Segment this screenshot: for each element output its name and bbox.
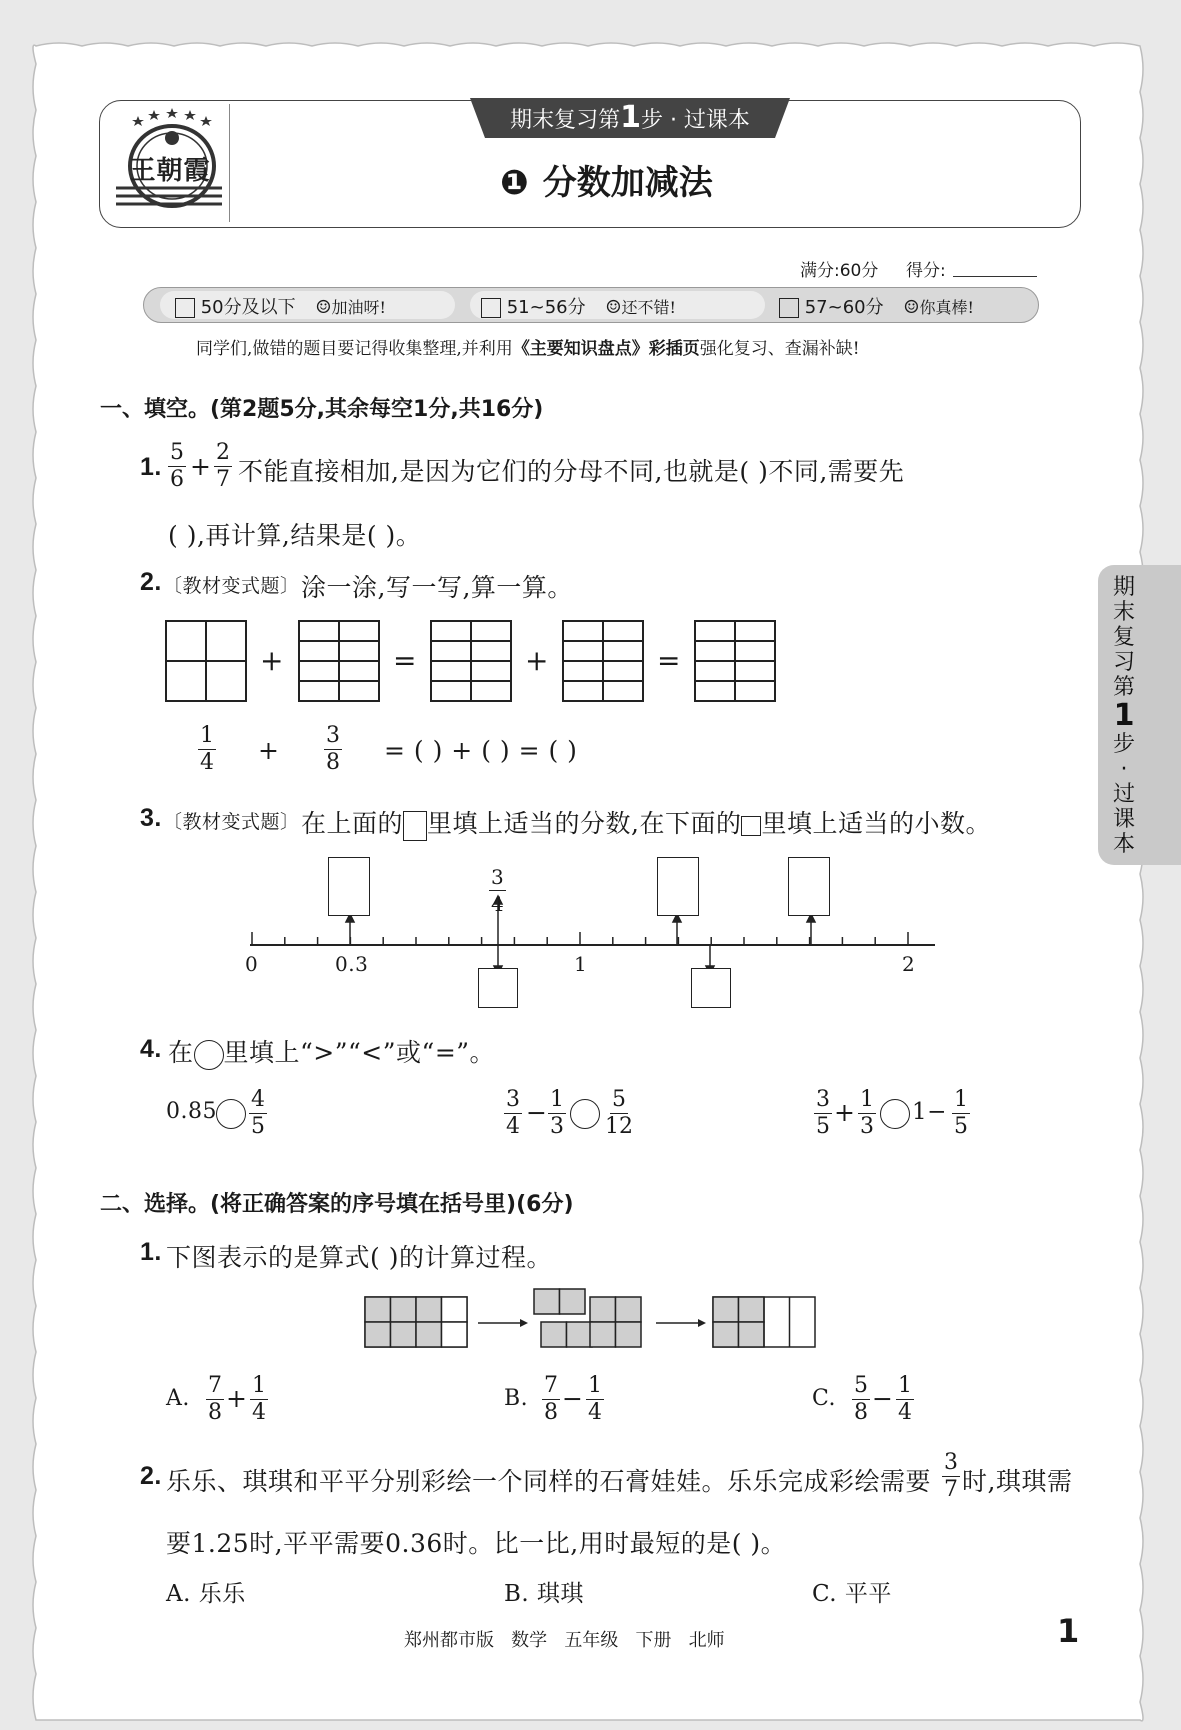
q4-e3b-den: 3 [860, 1114, 874, 1139]
q2-op-1: + [260, 644, 284, 677]
score-label: 得分: [906, 261, 946, 281]
nl-top-box-3[interactable] [788, 857, 830, 916]
q1-f1-num: 5 [170, 440, 184, 465]
q4-e3-frac-b [858, 1087, 876, 1140]
q2-rest: = ( ) + ( ) = ( ) [384, 736, 578, 765]
q1-line2: ( ),再计算,结果是( )。 [168, 521, 422, 550]
q2-op-4: = [657, 644, 681, 677]
q2-f1-num: 1 [200, 723, 214, 748]
q4-text-b: 里填上“>”“<”或“=”。 [223, 1038, 496, 1067]
optB-b-num: 1 [588, 1373, 602, 1398]
page-number: 1 [1057, 1612, 1080, 1650]
notice-pre: 同学们,做错的题目要记得收集整理,并利用 [196, 339, 513, 359]
q4-e2c-den: 12 [605, 1114, 633, 1139]
rating-item-2 [481, 293, 676, 319]
side-tab-char: 过 [1112, 782, 1135, 807]
q4-e3-frac-c [952, 1087, 970, 1140]
s2q1-optB-frac-a [542, 1373, 560, 1426]
optA-a-num: 7 [208, 1373, 222, 1398]
rating-checkbox-3[interactable] [779, 298, 799, 318]
q4-e1-num: 4 [251, 1087, 265, 1112]
q2-fraction-2 [324, 723, 342, 776]
s2q1-optC-label[interactable]: C. [812, 1386, 837, 1411]
q4-e2a-den: 4 [506, 1114, 520, 1139]
q4-text [168, 1033, 495, 1070]
nl-frac-den: 4 [491, 892, 504, 916]
side-tab-text [1098, 575, 1150, 857]
banner-prefix: 期末复习第 [510, 108, 621, 133]
section2-title: 二、选择。(将正确答案的序号填在括号里)(6分) [100, 1192, 574, 1217]
s2q1-optA-op: + [226, 1384, 248, 1413]
grid-quarters[interactable] [165, 620, 247, 702]
circle-icon [194, 1040, 224, 1070]
q2-op-2: = [393, 644, 417, 677]
q4-number: 4. [140, 1035, 162, 1063]
side-tab-char: 期 [1112, 575, 1135, 600]
q1-f1-den: 6 [170, 467, 184, 492]
nl-fraction-3-4 [489, 864, 506, 917]
q4-e3a-den: 5 [816, 1114, 830, 1139]
q4-e2c-num: 5 [612, 1087, 626, 1112]
side-tab-char: · [1120, 757, 1128, 782]
nl-label-1: 1 [574, 952, 588, 976]
s2q1-optC-frac-b [896, 1373, 914, 1426]
optB-a-num: 7 [544, 1373, 558, 1398]
q2-tag: 〔教材变式题〕 [163, 575, 300, 597]
s2q2-text1b: 时,琪琪需 [962, 1467, 1073, 1496]
nl-label-2: 2 [902, 952, 916, 976]
s2q2-number: 2. [140, 1462, 162, 1490]
rating-msg-3: 你真棒! [919, 298, 974, 317]
optA-b-den: 4 [252, 1400, 266, 1425]
q3-tag: 〔教材变式题〕 [163, 811, 300, 833]
q4-e2a-num: 3 [506, 1087, 520, 1112]
side-tab-char: 步 [1112, 732, 1135, 757]
q1-number: 1. [140, 453, 162, 481]
q4-e3c-den: 5 [954, 1114, 968, 1139]
q4-e3c-num: 1 [954, 1087, 968, 1112]
smiley-icon-3: ☺ [903, 297, 920, 318]
nl-label-0: 0 [245, 952, 259, 976]
s2q1-optA-frac-b [250, 1373, 268, 1426]
q4-e2-frac-c [605, 1087, 633, 1140]
q4-e2-frac-a [504, 1087, 522, 1140]
s2q2-text1: 乐乐、琪琪和平平分别彩绘一个同样的石膏娃娃。乐乐完成彩绘需要 [166, 1467, 932, 1496]
q3-number: 3. [140, 804, 162, 832]
nl-label-0-3: 0.3 [335, 952, 369, 976]
optA-b-num: 1 [252, 1373, 266, 1398]
notice-post: 强化复习、查漏补缺! [699, 339, 860, 359]
unit-title-text: 分数加减法 [542, 163, 713, 203]
s2q1-text: 下图表示的是算式( )的计算过程。 [166, 1243, 552, 1272]
q1-plus: + [190, 452, 212, 481]
q2-f1-den: 4 [200, 750, 214, 775]
banner-suffix: 步 · 过课本 [640, 108, 750, 133]
q1-f2-den: 7 [216, 467, 230, 492]
rating-item-3 [779, 293, 974, 319]
q3-text-c: 里填上适当的小数。 [761, 809, 991, 838]
q2-plus: + [258, 736, 280, 765]
unit-number-icon: ❶ [500, 163, 529, 203]
optB-a-den: 8 [544, 1400, 558, 1425]
rating-msg-2: 还不错! [621, 298, 676, 317]
q4-e1-frac [249, 1087, 267, 1140]
s2q1-optB-frac-b [586, 1373, 604, 1426]
nl-top-box-2[interactable] [657, 857, 699, 916]
rating-range-3: 57~60分 [804, 297, 884, 318]
nl-top-box-1[interactable] [328, 857, 370, 916]
s2q1-optA-label[interactable]: A. [166, 1386, 190, 1411]
rating-range-2: 51~56分 [506, 297, 586, 318]
s2q2-optB[interactable]: B. 琪琪 [504, 1581, 585, 1607]
optC-b-den: 4 [898, 1400, 912, 1425]
side-tab-char: 第 [1112, 675, 1135, 700]
s2q2-frac-den: 7 [944, 1477, 958, 1502]
q2-f2-den: 8 [326, 750, 340, 775]
q4-e1-left: 0.85 [166, 1099, 217, 1124]
optC-a-den: 8 [854, 1400, 868, 1425]
rating-range-1: 50分及以下 [200, 297, 296, 318]
optB-b-den: 4 [588, 1400, 602, 1425]
optC-a-num: 5 [854, 1373, 868, 1398]
banner-title [470, 100, 790, 139]
side-tab-char: 末 [1112, 600, 1135, 625]
side-tab-char: 本 [1112, 832, 1135, 857]
q4-e3-mid: 1− [912, 1099, 947, 1125]
q4-e2b-num: 1 [550, 1087, 564, 1112]
s2q1-optC-op: − [872, 1384, 894, 1413]
section1-title: 一、填空。(第2题5分,其余每空1分,共16分) [100, 397, 544, 422]
rating-checkbox-2[interactable] [481, 298, 501, 318]
grid-eighths-2[interactable] [430, 620, 512, 702]
q1-line1: 不能直接相加,是因为它们的分母不同,也就是( )不同,需要先 [238, 457, 905, 486]
q2-fraction-1 [198, 723, 216, 776]
s2q2-frac [942, 1450, 960, 1503]
q3-tall-box-icon [403, 811, 427, 841]
q4-e1-den: 5 [251, 1114, 265, 1139]
q3-text [301, 804, 991, 841]
q4-e3-op: + [834, 1098, 856, 1127]
grid-eighths-4[interactable] [694, 620, 776, 702]
footer-text: 郑州都市版 数学 五年级 下册 北师 [404, 1630, 725, 1651]
s2q2-frac-num: 3 [944, 1450, 958, 1475]
optC-b-num: 1 [898, 1373, 912, 1398]
notice-bold: 《主要知识盘点》彩插页 [512, 339, 700, 359]
rating-checkbox-1[interactable] [175, 298, 195, 318]
q2-op-3: + [525, 644, 549, 677]
q3-text-b: 里填上适当的分数,在下面的 [427, 809, 742, 838]
rating-msg-1: 加油呀! [331, 298, 386, 317]
notice-text [196, 334, 860, 359]
header-divider [229, 104, 230, 222]
s2q2-optA[interactable]: A. 乐乐 [166, 1581, 246, 1607]
side-tab-char: 习 [1112, 650, 1135, 675]
banner-num: 1 [620, 100, 641, 135]
s2q1-optA-frac-a [206, 1373, 224, 1426]
smiley-icon-1: ☺ [315, 297, 332, 318]
q4-e3b-num: 1 [860, 1087, 874, 1112]
full-score: 满分:60分 [800, 261, 879, 281]
side-tab-char: 复 [1112, 625, 1135, 650]
q1-fraction-1 [168, 440, 186, 493]
q2-number: 2. [140, 568, 162, 596]
q4-text-a: 在 [168, 1038, 194, 1067]
s2q1-number: 1. [140, 1238, 162, 1266]
q2-text: 涂一涂,写一写,算一算。 [301, 573, 573, 602]
s2q1-optC-frac-a [852, 1373, 870, 1426]
grid-eighths-3[interactable] [562, 620, 644, 702]
q4-e2-op: − [526, 1098, 548, 1127]
side-tab-char: 课 [1112, 807, 1135, 832]
q3-small-box-icon [741, 816, 761, 836]
rating-item-1 [175, 293, 386, 319]
q4-e1-circle[interactable] [216, 1099, 246, 1129]
smiley-icon-2: ☺ [605, 297, 622, 318]
logo-text: 王朝霞 [129, 156, 211, 186]
q4-e2-circle[interactable] [570, 1099, 600, 1129]
s2q1-optB-label[interactable]: B. [504, 1386, 529, 1411]
nl-bottom-box-2[interactable] [691, 968, 731, 1008]
q4-e3a-num: 3 [816, 1087, 830, 1112]
nl-bottom-box-1[interactable] [478, 968, 518, 1008]
q2-f2-num: 3 [326, 723, 340, 748]
q1-fraction-2 [214, 440, 232, 493]
score-blank[interactable] [953, 276, 1037, 277]
s2q1-optB-op: − [562, 1384, 584, 1413]
side-tab-char: 1 [1113, 698, 1135, 733]
unit-title [500, 155, 713, 204]
q1-f2-num: 2 [216, 440, 230, 465]
s2q2-text2: 要1.25时,平平需要0.36时。比一比,用时最短的是( )。 [166, 1529, 787, 1558]
q4-e3-frac-a [814, 1087, 832, 1140]
s2q2-optC[interactable]: C. 平平 [812, 1581, 892, 1607]
grid-eighths-1[interactable] [298, 620, 380, 702]
q4-e2-frac-b [548, 1087, 566, 1140]
subtraction-diagram [360, 1285, 820, 1350]
q4-e2b-den: 3 [550, 1114, 564, 1139]
q4-e3-circle[interactable] [880, 1099, 910, 1129]
q3-text-a: 在上面的 [301, 809, 404, 838]
nl-frac-num: 3 [491, 865, 504, 889]
optA-a-den: 8 [208, 1400, 222, 1425]
